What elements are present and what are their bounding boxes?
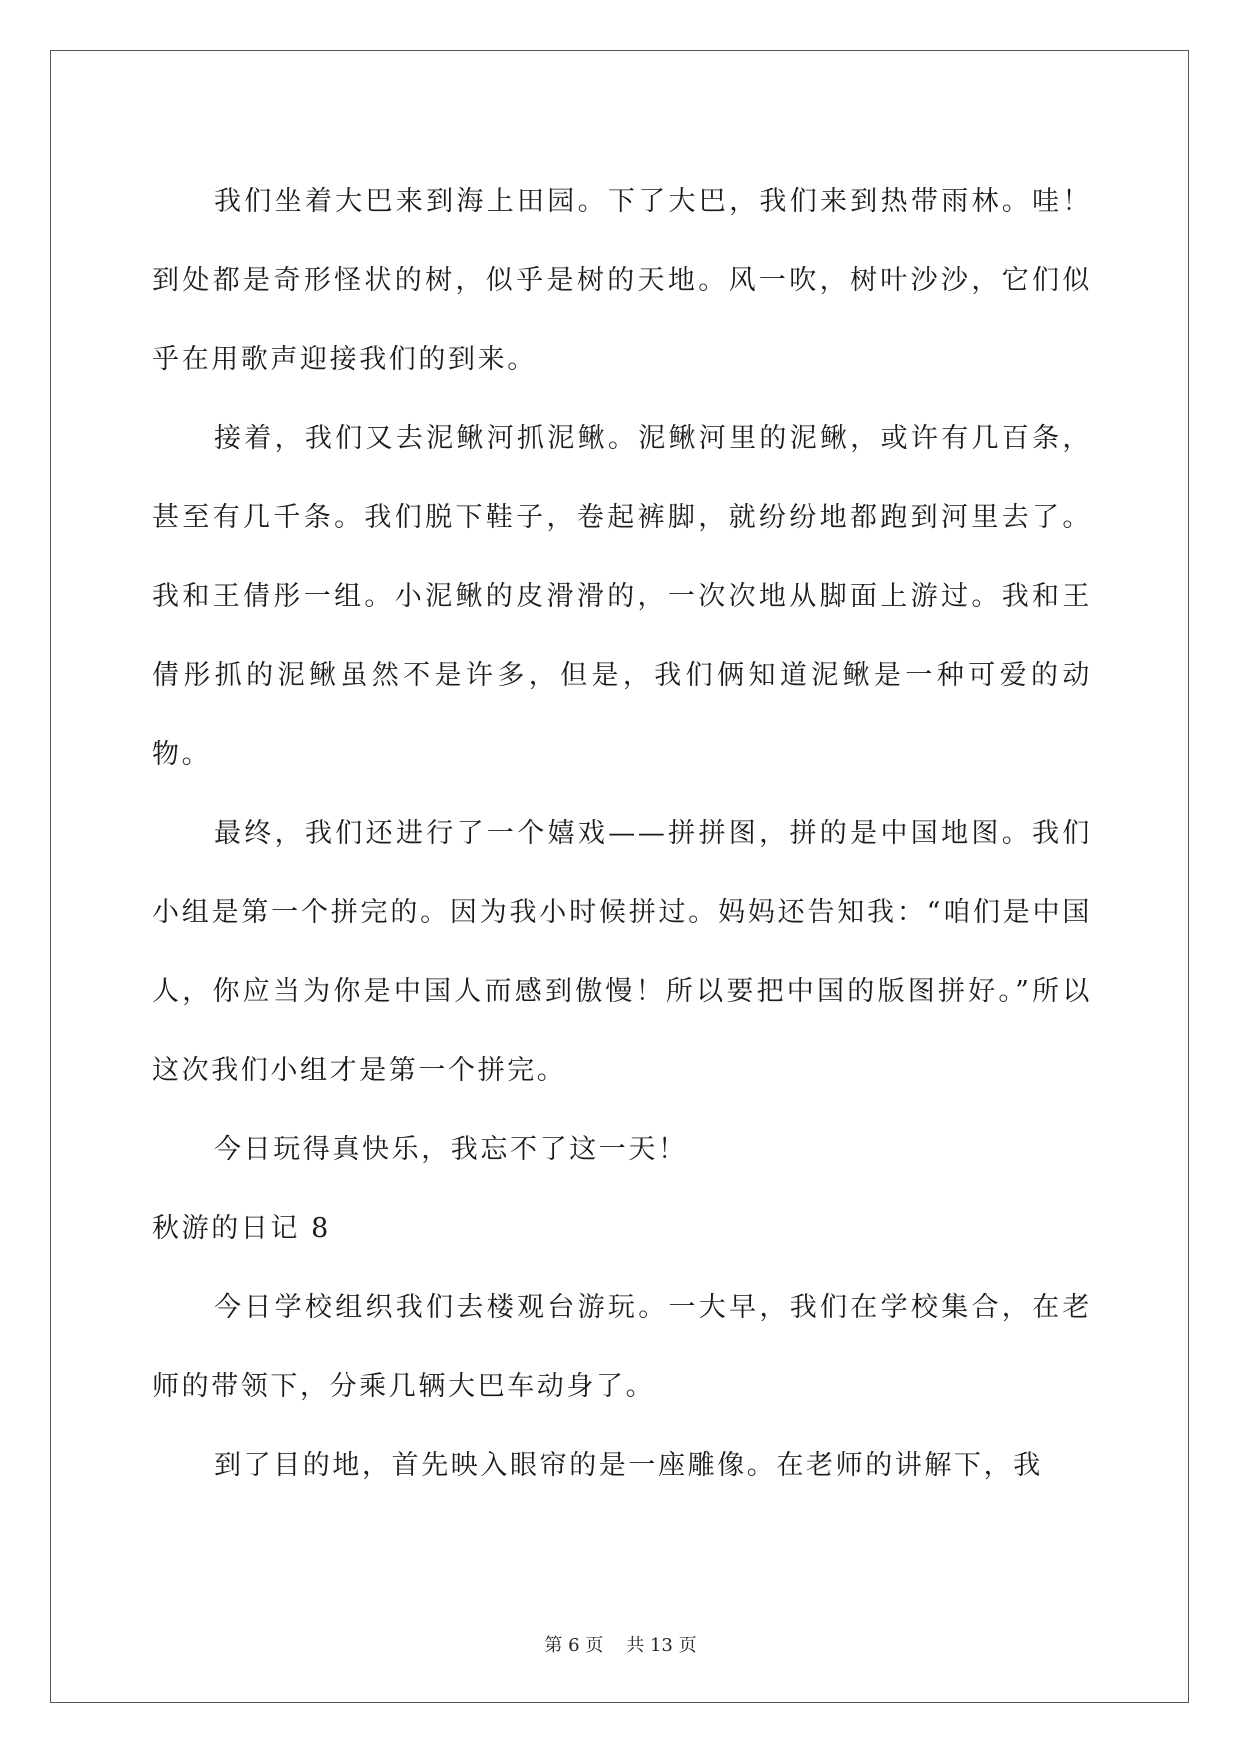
section-title: 秋游的日记 8 [152,1213,331,1244]
document-body [152,162,1092,1505]
paragraph-3: 最终，我们还进行了一个嬉戏——拼拼图，拼的是中国地图。我们小组是第一个拼完的。因为我小时候拼过。妈妈还告知我：“咱们是中国人，你应当为你是中国人而感到傲慢！所以要把中国的版图拼好。”所以这次我们小组才是第一个拼完。 [152,818,1092,1086]
section-paragraph-2: 到了目的地，首先映入眼帘的是一座雕像。在老师的讲解下，我 [214,1450,1043,1481]
page-number: 第 6 页 [544,1635,604,1656]
page-total: 共 13 页 [626,1635,697,1656]
paragraph-1: 我们坐着大巴来到海上田园。下了大巴，我们来到热带雨林。哇！到处都是奇形怪状的树，似乎是树的天地。风一吹，树叶沙沙，它们似乎在用歌声迎接我们的到来。 [152,186,1092,375]
paragraph-2: 接着，我们又去泥鳅河抓泥鳅。泥鳅河里的泥鳅，或许有几百条，甚至有几千条。我们脱下鞋子，卷起裤脚，就纷纷地都跑到河里去了。我和王倩彤一组。小泥鳅的皮滑滑的，一次次地从脚面上游过。我和王倩彤抓的泥鳅虽然不是许多，但是，我们俩知道泥鳅是一种可爱的动物。 [152,423,1092,770]
page-footer [0,1631,1241,1657]
paragraph-4: 今日玩得真快乐，我忘不了这一天！ [214,1134,688,1165]
section-paragraph-1: 今日学校组织我们去楼观台游玩。一大早，我们在学校集合，在老师的带领下，分乘几辆大巴车动身了。 [152,1292,1092,1402]
